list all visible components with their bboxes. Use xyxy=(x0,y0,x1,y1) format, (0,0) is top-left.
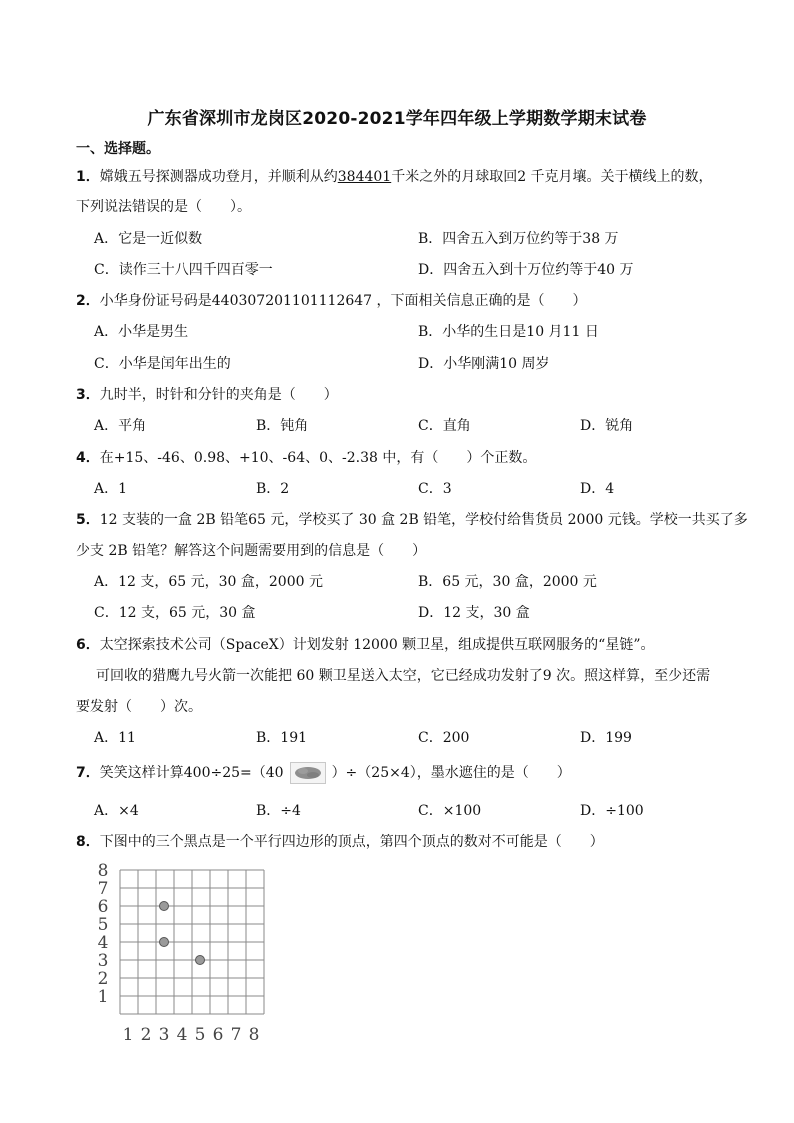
parallelogram-vertex-point xyxy=(196,956,205,965)
q6-option-a[interactable]: A．11 xyxy=(94,730,136,746)
parallelogram-vertex-point xyxy=(160,938,169,947)
q4-option-a[interactable]: A．1 xyxy=(94,481,128,497)
q5-option-d[interactable]: D．12 支，30 盒 xyxy=(418,605,530,621)
q3-option-a[interactable]: A．平角 xyxy=(94,418,147,434)
coordinate-grid xyxy=(92,862,282,1040)
y-axis-label: 1 xyxy=(97,987,109,1007)
y-axis-label: 8 xyxy=(97,862,109,881)
q4-text: 在+15、-46、0.98、+10、-64、0、-2.38 中，有（ ）个正数。 xyxy=(99,450,537,466)
section-heading: 一、选择题。 xyxy=(76,141,160,157)
q3-option-d[interactable]: D．锐角 xyxy=(580,418,634,434)
x-axis-label: 5 xyxy=(194,1025,206,1040)
q1-line1 xyxy=(76,166,713,186)
x-axis-label: 8 xyxy=(248,1025,260,1040)
q1-option-c[interactable]: C．读作三十八四千四百零一 xyxy=(94,262,273,278)
q8-text: 下图中的三个黑点是一个平行四边形的顶点，第四个顶点的数对不可能是（ ） xyxy=(99,834,604,850)
q4-option-c[interactable]: C．3 xyxy=(418,481,452,497)
q4-number: 4． xyxy=(76,450,100,466)
x-axis-label: 1 xyxy=(122,1025,134,1040)
q5-option-c[interactable]: C．12 支，65 元，30 盒 xyxy=(94,605,256,621)
q2-option-b[interactable]: B．小华的生日是10 月11 日 xyxy=(418,324,599,340)
q1-text-a: 嫦娥五号探测器成功登月，并顺利从约 xyxy=(99,169,338,185)
q7-text-b: ）÷（25×4），墨水遮住的是（ ） xyxy=(331,765,571,781)
q2-text: 小华身份证号码是440307201101112647 ，下面相关信息正确的是（ ） xyxy=(99,293,587,309)
q7-line xyxy=(76,762,571,784)
x-axis-label: 2 xyxy=(140,1025,152,1040)
y-axis-label: 5 xyxy=(97,915,109,935)
q3-option-c[interactable]: C．直角 xyxy=(418,418,471,434)
q6-text-b: 可回收的猎鹰九号火箭一次能把 60 颗卫星送入太空，它已经成功发射了9 次。照这样算，至少还需 xyxy=(96,668,711,684)
q4-option-b[interactable]: B．2 xyxy=(256,481,290,497)
q6-option-d[interactable]: D．199 xyxy=(580,730,632,746)
q6-line1 xyxy=(76,634,655,654)
x-axis-label: 3 xyxy=(158,1025,170,1040)
ink-blot-image xyxy=(290,762,326,784)
q8-number: 8． xyxy=(76,834,100,850)
q1-option-b[interactable]: B．四舍五入到万位约等于38 万 xyxy=(418,231,619,247)
y-axis-label: 3 xyxy=(97,951,109,971)
q7-option-b[interactable]: B．÷4 xyxy=(256,803,301,819)
q3-text: 九时半，时针和分针的夹角是（ ） xyxy=(99,387,338,403)
q7-option-d[interactable]: D．÷100 xyxy=(580,803,644,819)
x-axis-label: 7 xyxy=(230,1025,242,1040)
q7-option-a[interactable]: A．×4 xyxy=(94,803,139,819)
y-axis-label: 4 xyxy=(97,933,109,953)
q7-number: 7． xyxy=(76,765,100,781)
y-axis-label: 7 xyxy=(97,879,109,899)
q1-text-b: 千米之外的月球取回2 千克月壤。关于横线上的数， xyxy=(391,169,713,185)
q6-number: 6． xyxy=(76,637,100,653)
q1-text-c: 下列说法错误的是（ ）。 xyxy=(76,199,251,215)
x-axis-label: 6 xyxy=(212,1025,224,1040)
q3-line xyxy=(76,384,338,404)
q3-number: 3． xyxy=(76,387,100,403)
q3-option-b[interactable]: B．钝角 xyxy=(256,418,309,434)
q6-option-b[interactable]: B．191 xyxy=(256,730,308,746)
q1-number: 1． xyxy=(76,169,100,185)
q4-line xyxy=(76,447,536,467)
q8-line xyxy=(76,831,604,851)
q5-line1 xyxy=(76,509,748,529)
q1-option-d[interactable]: D．四舍五入到十万位约等于40 万 xyxy=(418,262,634,278)
q6-text-a: 太空探索技术公司（SpaceX）计划发射 12000 颗卫星，组成提供互联网服务的“星链”。 xyxy=(99,637,655,653)
y-axis-label: 6 xyxy=(97,897,109,917)
q6-option-c[interactable]: C．200 xyxy=(418,730,470,746)
y-axis-label: 2 xyxy=(97,969,109,989)
q2-line xyxy=(76,290,587,310)
q5-number: 5． xyxy=(76,512,100,528)
exam-title: 广东省深圳市龙岗区2020-2021学年四年级上学期数学期末试卷 xyxy=(147,109,647,129)
q2-number: 2． xyxy=(76,293,100,309)
q6-text-c: 要发射（ ）次。 xyxy=(76,699,202,715)
parallelogram-vertex-point xyxy=(160,902,169,911)
q5-text-a: 12 支装的一盒 2B 铅笔65 元，学校买了 30 盒 2B 铅笔，学校付给售货员 2000 元钱。学校一共买了多 xyxy=(99,512,748,528)
q1-option-a[interactable]: A．它是一近似数 xyxy=(94,231,203,247)
coordinate-grid-figure xyxy=(92,862,282,1040)
q5-option-b[interactable]: B．65 元，30 盒，2000 元 xyxy=(418,574,597,590)
q5-option-a[interactable]: A．12 支，65 元，30 盒，2000 元 xyxy=(94,574,323,590)
q4-option-d[interactable]: D．4 xyxy=(580,481,615,497)
q2-option-a[interactable]: A．小华是男生 xyxy=(94,324,189,340)
q2-option-c[interactable]: C．小华是闰年出生的 xyxy=(94,356,231,372)
q5-text-b: 少支 2B 铅笔？解答这个问题需要用到的信息是（ ） xyxy=(76,543,427,559)
q1-underlined-number: 384401 xyxy=(337,169,392,185)
x-axis-label: 4 xyxy=(176,1025,188,1040)
q7-text-a: 笑笑这样计算400÷25=（40 xyxy=(99,765,284,781)
q2-option-d[interactable]: D．小华刚满10 周岁 xyxy=(418,356,550,372)
q7-option-c[interactable]: C．×100 xyxy=(418,803,482,819)
